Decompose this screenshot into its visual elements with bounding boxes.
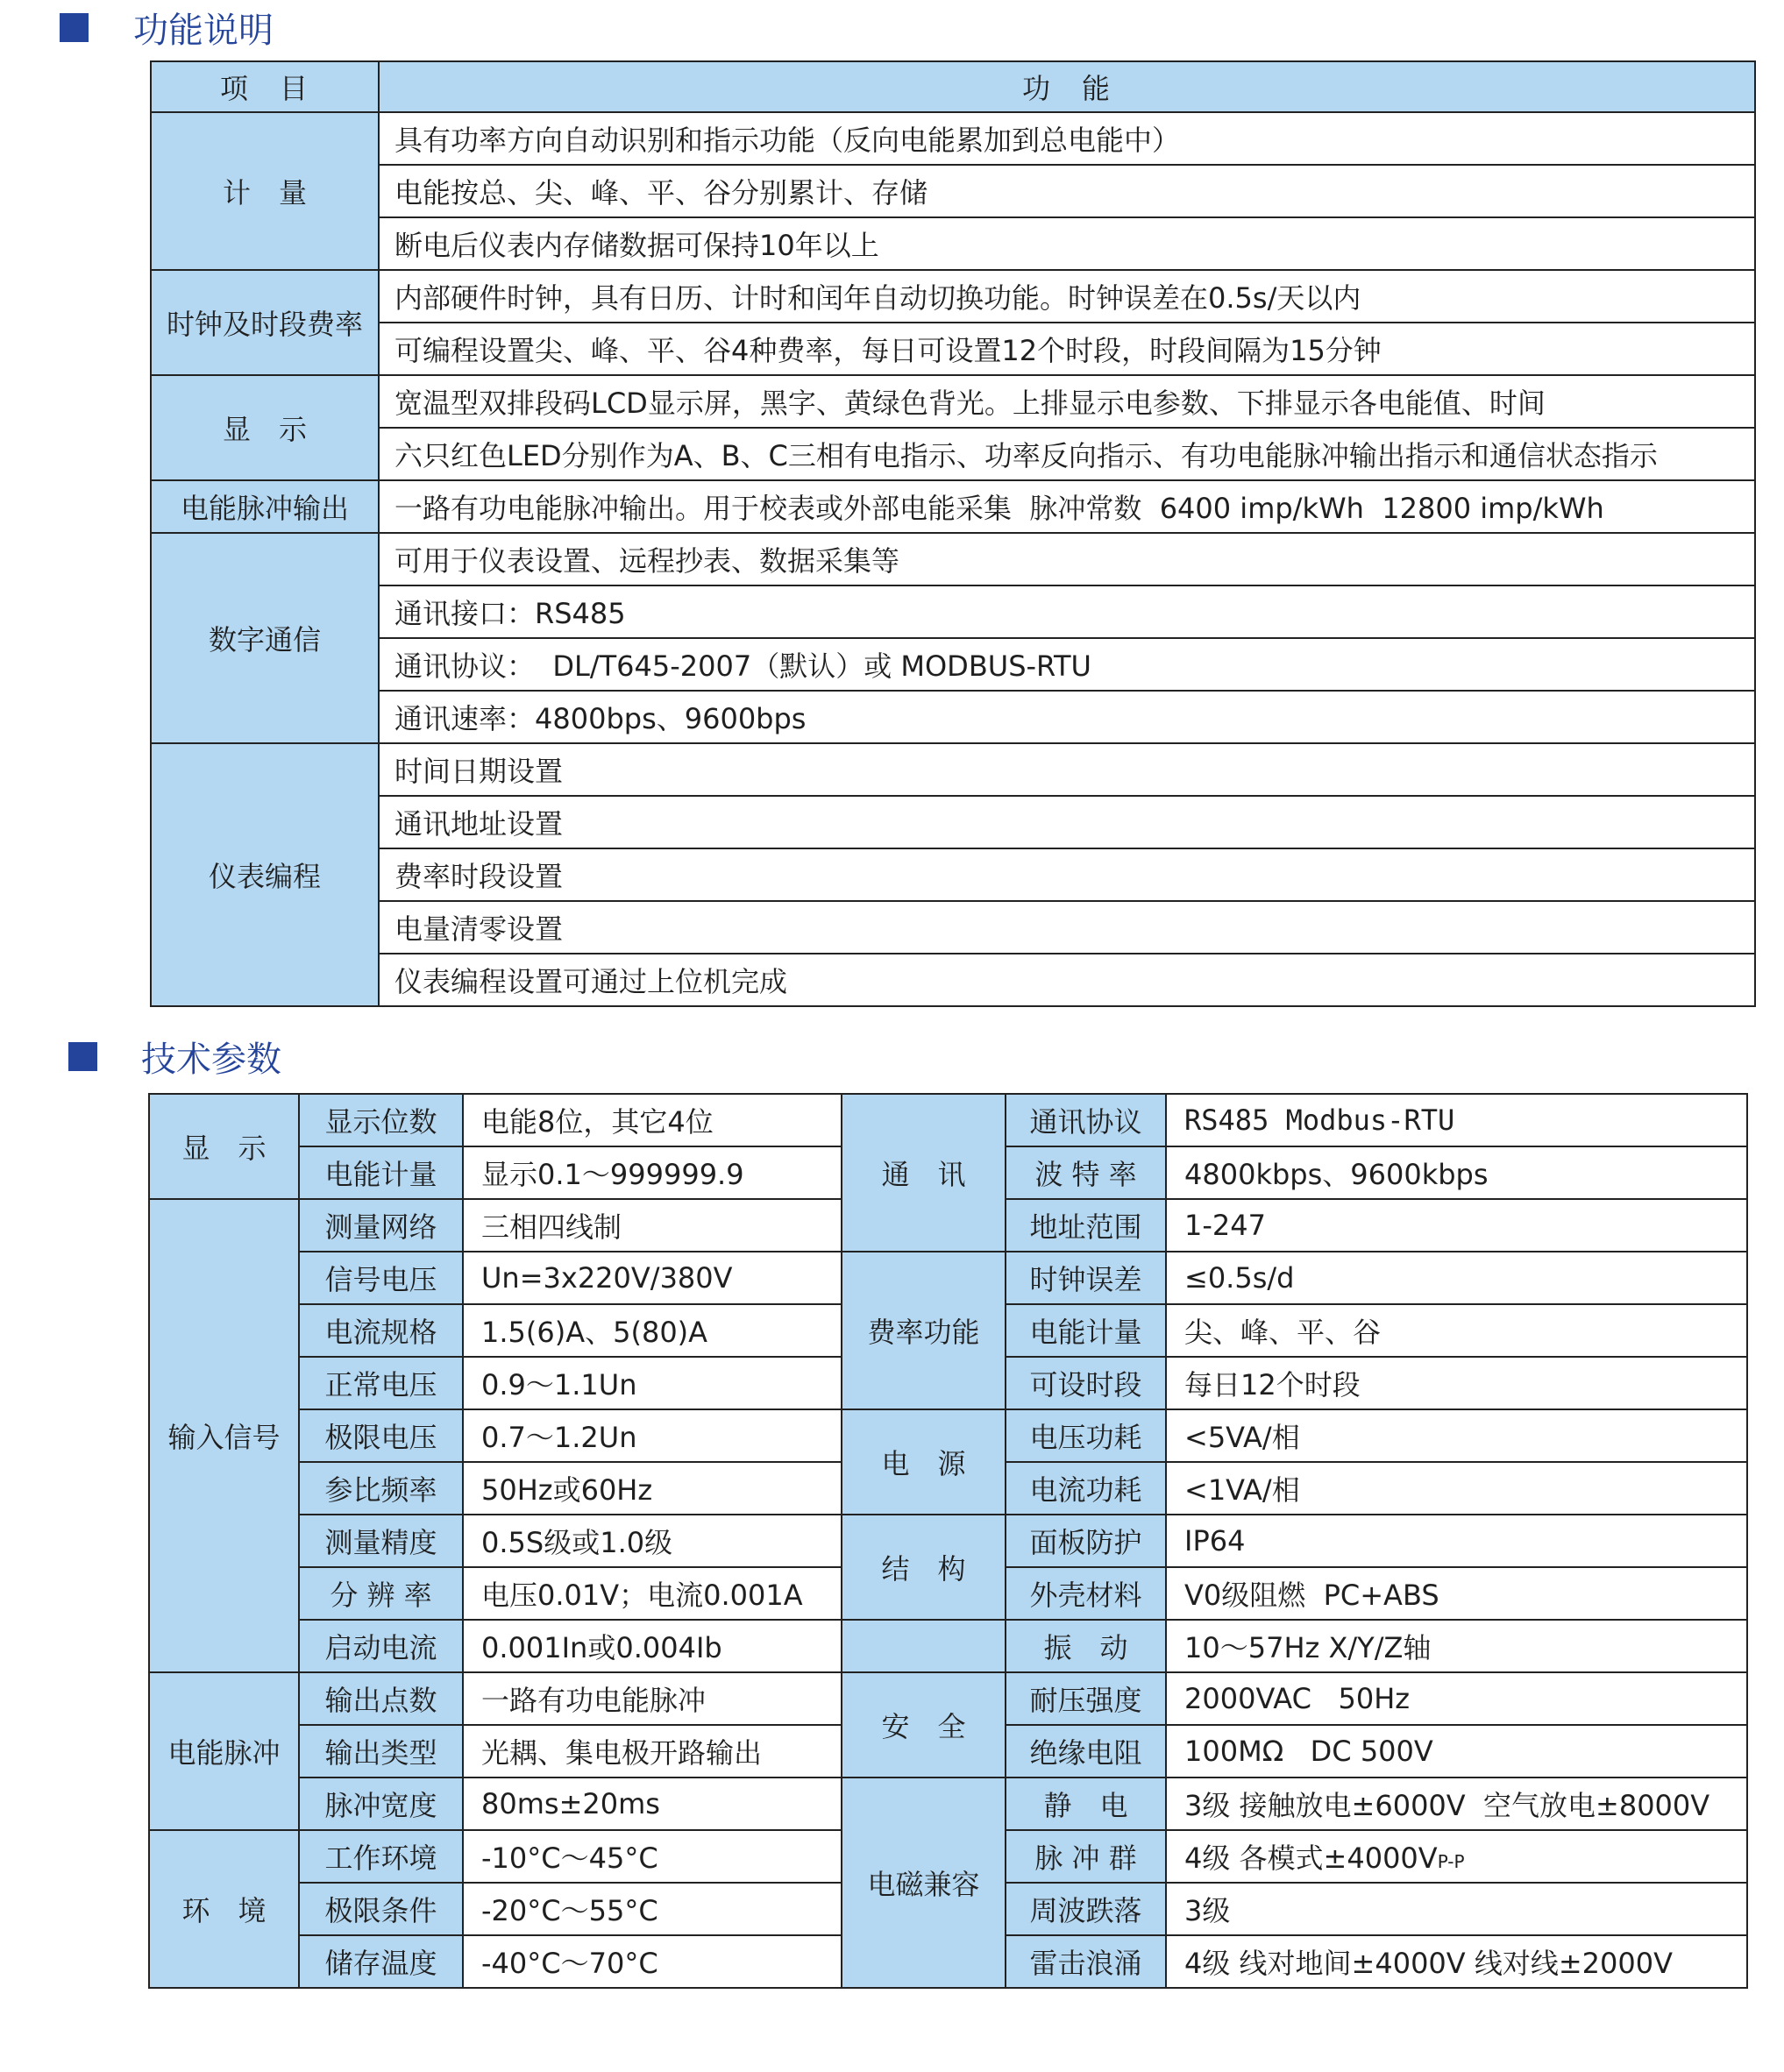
value-cell: 电能8位，其它4位	[463, 1094, 842, 1146]
function-cell: 通讯协议： DL/T645-2007（默认）或 MODBUS-RTU	[379, 638, 1755, 691]
header-function: 功 能	[379, 61, 1755, 112]
value-cell: 1-247	[1166, 1199, 1747, 1252]
value-cell: -10°C～45°C	[463, 1830, 842, 1883]
function-cell: 电量清零设置	[379, 901, 1755, 954]
table-row	[149, 1252, 1747, 1304]
value-cell: 三相四线制	[463, 1199, 842, 1252]
table-row	[151, 638, 1755, 691]
table-row	[151, 217, 1755, 270]
param-cell: 电流功耗	[1006, 1462, 1166, 1515]
param-cell: 时钟误差	[1006, 1252, 1166, 1304]
param-cell: 分 辨 率	[299, 1567, 463, 1620]
category-cell: 电能脉冲	[149, 1672, 299, 1830]
param-cell: 脉 冲 群	[1006, 1830, 1166, 1883]
value-cell: 50Hz或60Hz	[463, 1462, 842, 1515]
param-cell: 可设时段	[1006, 1357, 1166, 1409]
section-title-text: 技术参数	[141, 1039, 281, 1080]
table-row	[151, 585, 1755, 638]
function-cell: 六只红色LED分别作为A、B、C三相有电指示、功率反向指示、有功电能脉冲输出指示和通信状态指示	[379, 428, 1755, 480]
param-cell: 电能计量	[299, 1146, 463, 1199]
category-cell: 电能脉冲输出	[151, 480, 379, 533]
function-cell: 可用于仪表设置、远程抄表、数据采集等	[379, 533, 1755, 585]
category-cell	[842, 1620, 1006, 1672]
function-cell: 费率时段设置	[379, 848, 1755, 901]
value-cell: 每日12个时段	[1166, 1357, 1747, 1409]
category-cell: 显 示	[151, 375, 379, 480]
table-row	[149, 1778, 1747, 1830]
category-cell: 结 构	[842, 1515, 1006, 1620]
table-header-row	[151, 61, 1755, 112]
table-row	[151, 533, 1755, 585]
value-cell: 80ms±20ms	[463, 1778, 842, 1830]
table-row	[151, 375, 1755, 428]
param-cell: 电流规格	[299, 1304, 463, 1357]
value-cell: 10～57Hz X/Y/Z轴	[1166, 1620, 1747, 1672]
param-cell: 雷击浪涌	[1006, 1935, 1166, 1988]
category-cell: 数字通信	[151, 533, 379, 743]
category-cell: 费率功能	[842, 1252, 1006, 1409]
value-cell: 电压0.01V；电流0.001A	[463, 1567, 842, 1620]
table-row	[149, 1515, 1747, 1567]
category-cell: 电 源	[842, 1409, 1006, 1515]
param-cell: 极限电压	[299, 1409, 463, 1462]
table-row	[151, 428, 1755, 480]
table-row	[149, 1620, 1747, 1672]
table-row	[151, 270, 1755, 323]
function-cell: 通讯地址设置	[379, 796, 1755, 848]
function-cell: 可编程设置尖、峰、平、谷4种费率，每日可设置12个时段，时段间隔为15分钟	[379, 323, 1755, 375]
function-cell: 断电后仪表内存储数据可保持10年以上	[379, 217, 1755, 270]
value-cell: 尖、峰、平、谷	[1166, 1304, 1747, 1357]
table-row	[149, 1094, 1747, 1146]
table-row	[151, 112, 1755, 165]
param-cell: 通讯协议	[1006, 1094, 1166, 1146]
function-cell: 具有功率方向自动识别和指示功能（反向电能累加到总电能中）	[379, 112, 1755, 165]
value-cell: 0.001In或0.004Ib	[463, 1620, 842, 1672]
param-cell: 启动电流	[299, 1620, 463, 1672]
function-cell: 宽温型双排段码LCD显示屏，黑字、黄绿色背光。上排显示电参数、下排显示各电能值、时间	[379, 375, 1755, 428]
param-cell: 正常电压	[299, 1357, 463, 1409]
param-cell: 测量网络	[299, 1199, 463, 1252]
category-cell: 通 讯	[842, 1094, 1006, 1252]
category-cell: 电磁兼容	[842, 1778, 1006, 1988]
function-cell: 通讯速率：4800bps、9600bps	[379, 691, 1755, 743]
value-cell: -20°C～55°C	[463, 1883, 842, 1935]
param-cell: 地址范围	[1006, 1199, 1166, 1252]
section-title-functions	[60, 4, 274, 51]
table-row	[151, 480, 1755, 533]
value-cell: -40°C～70°C	[463, 1935, 842, 1988]
param-cell: 输出类型	[299, 1725, 463, 1778]
category-cell: 仪表编程	[151, 743, 379, 1006]
category-cell: 输入信号	[149, 1199, 299, 1672]
value-cell: 3级 接触放电±6000V 空气放电±8000V	[1166, 1778, 1747, 1830]
value-cell: Un=3x220V/380V	[463, 1252, 842, 1304]
value-cell: 4级 线对地间±4000V 线对线±2000V	[1166, 1935, 1747, 1988]
param-cell: 耐压强度	[1006, 1672, 1166, 1725]
table-row	[151, 901, 1755, 954]
value-cell: 1.5(6)A、5(80)A	[463, 1304, 842, 1357]
value-cell: 光耦、集电极开路输出	[463, 1725, 842, 1778]
category-cell: 安 全	[842, 1672, 1006, 1778]
table-row	[149, 1409, 1747, 1462]
function-cell: 一路有功电能脉冲输出。用于校表或外部电能采集 脉冲常数 6400 imp/kWh 12800 imp/kWh	[379, 480, 1755, 533]
param-cell: 电能计量	[1006, 1304, 1166, 1357]
param-cell: 工作环境	[299, 1830, 463, 1883]
value-cell: 一路有功电能脉冲	[463, 1672, 842, 1725]
value-suffix: P-P	[1437, 1851, 1465, 1872]
value-cell: 显示0.1～999999.9	[463, 1146, 842, 1199]
function-cell: 时间日期设置	[379, 743, 1755, 796]
value-cell: 4800kbps、9600kbps	[1166, 1146, 1747, 1199]
table-row	[151, 954, 1755, 1006]
value-cell: 0.9～1.1Un	[463, 1357, 842, 1409]
function-table	[150, 60, 1756, 1007]
param-cell: 振 动	[1006, 1620, 1166, 1672]
function-cell: 内部硬件时钟，具有日历、计时和闰年自动切换功能。时钟误差在0.5s/天以内	[379, 270, 1755, 323]
function-cell: 仪表编程设置可通过上位机完成	[379, 954, 1755, 1006]
value-cell: RS485 Modbus-RTU	[1166, 1094, 1747, 1146]
table-row	[151, 796, 1755, 848]
param-cell: 测量精度	[299, 1515, 463, 1567]
tech-spec-table	[148, 1093, 1748, 1989]
param-cell: 电压功耗	[1006, 1409, 1166, 1462]
category-cell: 显 示	[149, 1094, 299, 1199]
value-cell: ≤0.5s/d	[1166, 1252, 1747, 1304]
section-title-text: 功能说明	[133, 10, 274, 51]
category-cell: 时钟及时段费率	[151, 270, 379, 375]
category-cell: 计 量	[151, 112, 379, 270]
param-cell: 脉冲宽度	[299, 1778, 463, 1830]
table-row	[151, 323, 1755, 375]
table-row	[151, 743, 1755, 796]
value-cell: V0级阻燃 PC+ABS	[1166, 1567, 1747, 1620]
param-cell: 极限条件	[299, 1883, 463, 1935]
table-row	[151, 691, 1755, 743]
value-cell: 0.7～1.2Un	[463, 1409, 842, 1462]
function-cell: 电能按总、尖、峰、平、谷分别累计、存储	[379, 165, 1755, 217]
value-cell	[1166, 1830, 1747, 1883]
param-cell: 显示位数	[299, 1094, 463, 1146]
table-row	[151, 848, 1755, 901]
value-cell: <1VA/相	[1166, 1462, 1747, 1515]
param-cell: 波 特 率	[1006, 1146, 1166, 1199]
value-cell: 2000VAC 50Hz	[1166, 1672, 1747, 1725]
value-text: 4级 各模式±4000V	[1184, 1841, 1438, 1875]
table-row	[151, 165, 1755, 217]
square-bullet-icon	[60, 13, 89, 42]
value-cell: 100MΩ DC 500V	[1166, 1725, 1747, 1778]
param-cell: 绝缘电阻	[1006, 1725, 1166, 1778]
value-cell: IP64	[1166, 1515, 1747, 1567]
square-bullet-icon	[68, 1042, 97, 1071]
param-cell: 参比频率	[299, 1462, 463, 1515]
header-item: 项 目	[151, 61, 379, 112]
param-cell: 周波跌落	[1006, 1883, 1166, 1935]
value-cell: 3级	[1166, 1883, 1747, 1935]
param-cell: 静 电	[1006, 1778, 1166, 1830]
table-row	[149, 1672, 1747, 1725]
param-cell: 储存温度	[299, 1935, 463, 1988]
section-title-specs	[68, 1032, 281, 1080]
param-cell: 外壳材料	[1006, 1567, 1166, 1620]
param-cell: 面板防护	[1006, 1515, 1166, 1567]
value-cell: <5VA/相	[1166, 1409, 1747, 1462]
param-cell: 输出点数	[299, 1672, 463, 1725]
category-cell: 环 境	[149, 1830, 299, 1988]
param-cell: 信号电压	[299, 1252, 463, 1304]
function-cell: 通讯接口：RS485	[379, 585, 1755, 638]
value-cell: 0.5S级或1.0级	[463, 1515, 842, 1567]
